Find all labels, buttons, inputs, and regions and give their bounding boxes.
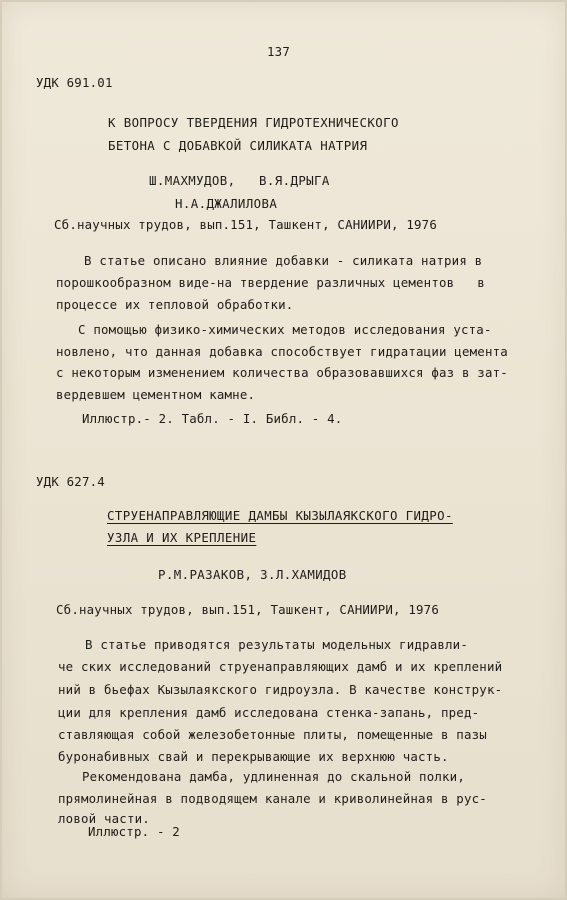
abstract-1-line-3: процессе их тепловой обработки. xyxy=(56,297,294,312)
article-title-2-line-1: СТРУЕНАПРАВЛЯЮЩИЕ ДАМБЫ КЫЗЫЛАЯКСКОГО ГИДРО- xyxy=(107,508,453,523)
authors-1-line-1: Ш.МАХМУДОВ, В.Я.ДРЫГА xyxy=(149,173,330,188)
authors-1-line-2: Н.А.ДЖАЛИЛОВА xyxy=(175,196,278,211)
abstract-1-line-7: вердевшем цементном камне. xyxy=(56,387,256,402)
article-title-1-line-2: БЕТОНА С ДОБАВКОЙ СИЛИКАТА НАТРИЯ xyxy=(108,138,368,153)
abstract-2-line-8: прямолинейная в подводящем канале и криволинейная в рус- xyxy=(58,791,487,806)
abstract-1-line-4: С помощью физико-химических методов исследования уста- xyxy=(78,322,492,337)
page-number: 137 xyxy=(267,44,290,59)
article-title-2-line-2: УЗЛА И ИХ КРЕПЛЕНИЕ xyxy=(107,530,257,545)
authors-2-line-1: Р.М.РАЗАКОВ, З.Л.ХАМИДОВ xyxy=(158,567,347,582)
abstract-1-line-1: В статье описано влияние добавки - силиката натрия в xyxy=(84,253,483,268)
article-title-1-line-1: К ВОПРОСУ ТВЕРДЕНИЯ ГИДРОТЕХНИЧЕСКОГО xyxy=(108,115,399,130)
abstract-2-line-2: че ских исследований струенаправляющих дамб и их креплений xyxy=(58,659,503,674)
illustrations-2: Иллюстр. - 2 xyxy=(88,824,180,839)
abstract-2-line-6: буронабивных свай и перекрывающие их верхнюю часть. xyxy=(58,749,449,764)
source-2: Сб.научных трудов, вып.151, Ташкент, САНИИРИ, 1976 xyxy=(56,602,439,617)
source-1: Сб.научных трудов, вып.151, Ташкент, САНИИРИ, 1976 xyxy=(54,217,437,232)
abstract-2-line-4: ции для крепления дамб исследована стенка-запань, пред- xyxy=(58,705,480,720)
abstract-2-line-9: ловой части. xyxy=(58,811,150,826)
udc-code-2: УДК 627.4 xyxy=(36,474,105,489)
abstract-2-line-5: ставляющая собой железобетонные плиты, помещенные в пазы xyxy=(58,727,487,742)
abstract-2-line-7: Рекомендована дамба, удлиненная до скальной полки, xyxy=(82,769,465,784)
illustrations-1: Иллюстр.- 2. Табл. - I. Библ. - 4. xyxy=(82,411,343,426)
udc-code-1: УДК 691.01 xyxy=(36,75,113,90)
abstract-2-line-1: В статье приводятся результаты модельных гидравли- xyxy=(85,637,468,652)
abstract-2-line-3: ний в бьефах Кызылаякского гидроузла. В качестве конструк- xyxy=(58,682,503,697)
abstract-1-line-5: новлено, что данная добавка способствует гидратации цемента xyxy=(56,344,508,359)
abstract-1-line-2: порошкообразном виде-на твердение различных цементов в xyxy=(56,275,485,290)
abstract-1-line-6: с некоторым изменением количества образовавшихся фаз в зат- xyxy=(56,365,508,380)
